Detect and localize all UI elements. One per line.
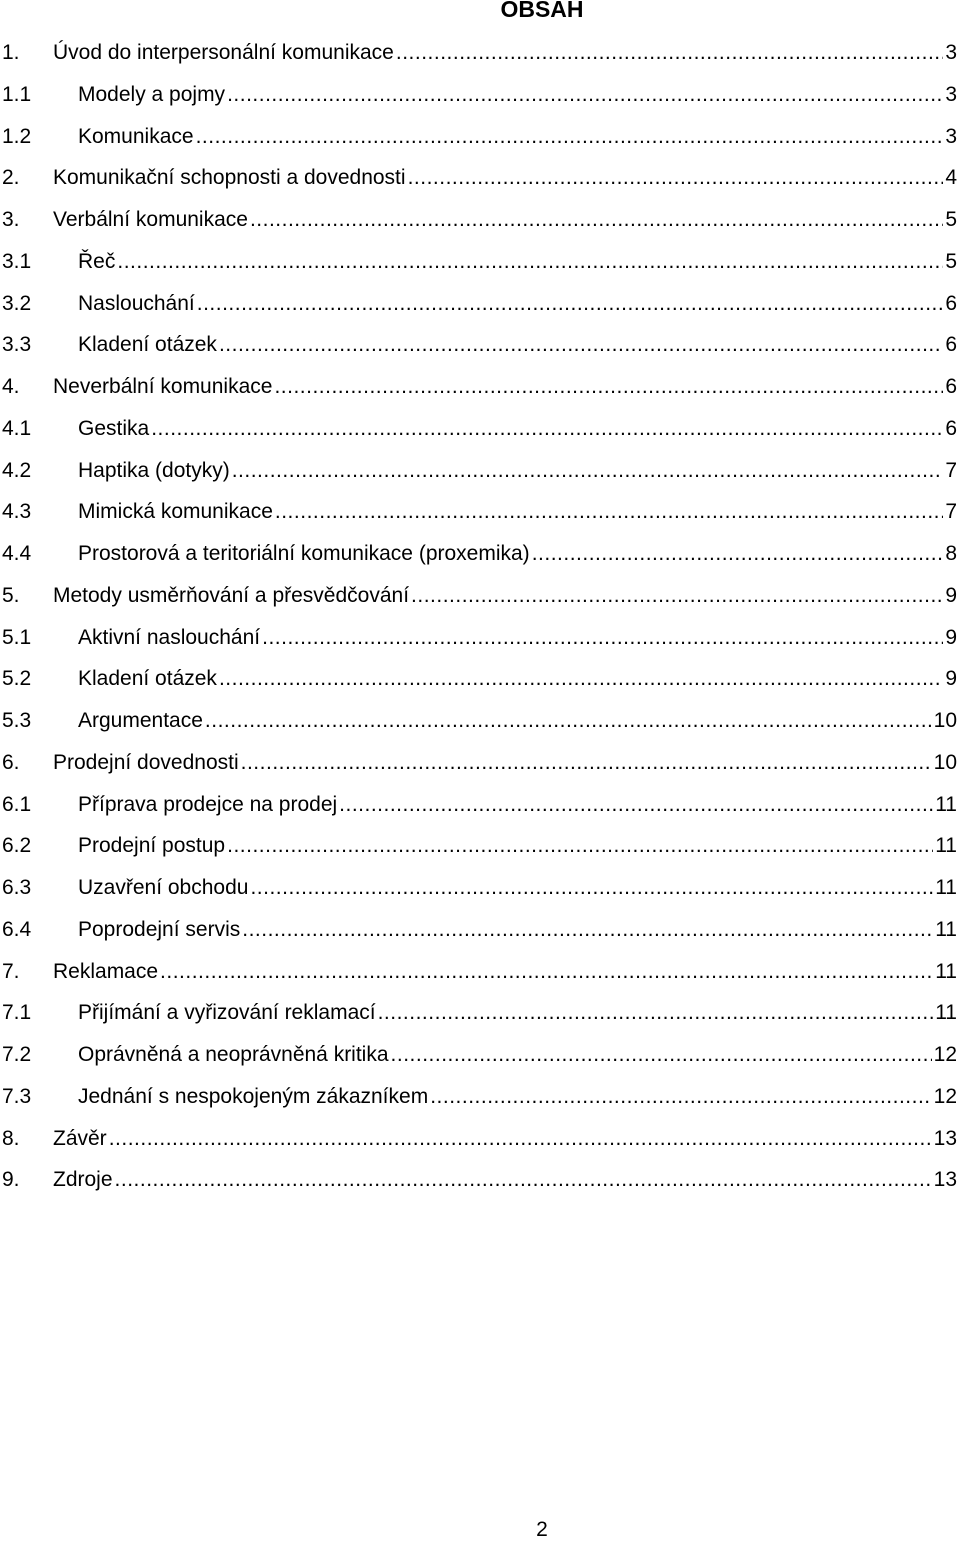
toc-entry-page: 11 xyxy=(935,1001,957,1025)
toc-entry-number: 6.3 xyxy=(2,876,32,899)
toc-entry-title: Řeč xyxy=(78,249,116,273)
toc-entry-title: Kladení otázek xyxy=(78,667,217,691)
toc-dot-leader xyxy=(219,658,943,700)
toc-entry-page: 4 xyxy=(945,166,957,190)
toc-entry-page: 11 xyxy=(935,834,957,858)
toc-entry[interactable] xyxy=(0,784,957,826)
toc-entry[interactable] xyxy=(0,533,957,575)
toc-entry-title: Oprávněná a neoprávněná kritika xyxy=(78,1043,389,1066)
toc-entry-title: Prodejní postup xyxy=(78,834,226,858)
toc-dot-leader xyxy=(430,1076,931,1118)
toc-entry[interactable] xyxy=(0,992,957,1034)
toc-entry-number: 6.1 xyxy=(2,792,32,816)
toc-entry-page: 12 xyxy=(933,1043,957,1066)
toc-entry-title: Komunikace xyxy=(78,124,194,148)
toc-entry[interactable] xyxy=(0,742,957,784)
toc-entry-page: 11 xyxy=(935,876,957,899)
toc-entry-page: 3 xyxy=(945,41,957,64)
toc-entry-page: 11 xyxy=(935,959,957,983)
toc-entry-number: 7. xyxy=(2,959,20,983)
toc-entry-page: 5 xyxy=(945,249,957,273)
toc-entry-title: Jednání s nespokojeným zákazníkem xyxy=(78,1084,429,1108)
toc-entry[interactable] xyxy=(0,324,957,366)
toc-title: OBSAH xyxy=(500,0,584,22)
toc-dot-leader xyxy=(115,1159,932,1201)
toc-dot-leader xyxy=(262,617,943,659)
toc-entry-page: 5 xyxy=(945,208,957,231)
toc-entry-title: Gestika xyxy=(78,416,150,440)
toc-entry-number: 4.1 xyxy=(2,416,32,440)
toc-entry-title: Úvod do interpersonální komunikace xyxy=(53,41,394,64)
toc-entry[interactable] xyxy=(0,450,957,492)
toc-entry-title: Modely a pojmy xyxy=(78,82,226,106)
toc-dot-leader xyxy=(242,909,933,951)
toc-entry-number: 5. xyxy=(2,583,20,607)
toc-entry-number: 3.2 xyxy=(2,291,32,315)
toc-entry-number: 6.4 xyxy=(2,917,32,941)
toc-entry-page: 9 xyxy=(945,583,957,607)
toc-entry[interactable] xyxy=(0,32,957,74)
toc-entry[interactable] xyxy=(0,1076,957,1118)
toc-entry-title: Neverbální komunikace xyxy=(53,375,273,398)
toc-dot-leader xyxy=(241,742,932,784)
toc-dot-leader xyxy=(117,241,943,283)
toc-entry-page: 11 xyxy=(935,917,957,941)
toc-entry-page: 6 xyxy=(945,333,957,357)
toc-entry-title: Komunikační schopnosti a dovednosti xyxy=(53,166,406,190)
toc-entry-number: 5.1 xyxy=(2,625,32,649)
toc-dot-leader xyxy=(196,116,944,158)
toc-entry-title: Přijímání a vyřizování reklamací xyxy=(78,1001,376,1025)
page-number: 2 xyxy=(536,1518,548,1541)
toc-entry[interactable] xyxy=(0,658,957,700)
toc-entry-number: 4.2 xyxy=(2,458,32,482)
toc-entry-page: 7 xyxy=(945,500,957,524)
toc-entry-page: 10 xyxy=(933,709,957,732)
toc-entry-number: 1. xyxy=(2,41,20,64)
toc-entry-title: Kladení otázek xyxy=(78,333,217,357)
toc-entry-number: 3.1 xyxy=(2,249,32,273)
toc-entry-title: Aktivní naslouchání xyxy=(78,625,261,649)
toc-entry[interactable] xyxy=(0,491,957,533)
table-of-contents xyxy=(0,32,957,1201)
toc-entry-title: Argumentace xyxy=(78,709,203,732)
toc-entry-number: 1.1 xyxy=(2,82,32,106)
toc-entry-page: 13 xyxy=(933,1126,957,1150)
toc-entry-page: 12 xyxy=(933,1084,957,1108)
toc-dot-leader xyxy=(151,408,943,450)
toc-entry[interactable] xyxy=(0,408,957,450)
toc-entry-number: 8. xyxy=(2,1126,20,1150)
toc-dot-leader xyxy=(109,1118,932,1160)
toc-entry-page: 7 xyxy=(945,458,957,482)
toc-entry-title: Příprava prodejce na prodej xyxy=(78,792,338,816)
toc-entry-number: 3. xyxy=(2,208,20,231)
toc-entry-number: 7.2 xyxy=(2,1043,32,1066)
toc-dot-leader xyxy=(250,867,933,909)
toc-entry-number: 4.3 xyxy=(2,500,32,524)
toc-entry[interactable] xyxy=(0,951,957,993)
toc-entry-number: 6. xyxy=(2,750,20,774)
toc-entry-title: Závěr xyxy=(53,1126,107,1150)
toc-entry-page: 10 xyxy=(933,750,957,774)
toc-entry-number: 7.1 xyxy=(2,1001,32,1025)
toc-entry-page: 9 xyxy=(945,667,957,691)
toc-dot-leader xyxy=(274,366,943,408)
toc-entry-number: 5.2 xyxy=(2,667,32,691)
toc-entry[interactable] xyxy=(0,116,957,158)
toc-entry[interactable] xyxy=(0,575,957,617)
toc-entry-page: 6 xyxy=(945,375,957,398)
toc-dot-leader xyxy=(197,283,944,325)
toc-entry-page: 9 xyxy=(945,625,957,649)
toc-entry[interactable] xyxy=(0,157,957,199)
toc-entry-number: 6.2 xyxy=(2,834,32,858)
toc-entry-number: 7.3 xyxy=(2,1084,32,1108)
toc-entry[interactable] xyxy=(0,74,957,116)
toc-entry-number: 9. xyxy=(2,1168,20,1192)
toc-dot-leader xyxy=(160,951,933,993)
toc-entry-title: Uzavření obchodu xyxy=(78,876,249,899)
toc-dot-leader xyxy=(532,533,944,575)
toc-entry[interactable] xyxy=(0,909,957,951)
toc-entry-title: Mimická komunikace xyxy=(78,500,273,524)
toc-entry-page: 13 xyxy=(933,1168,957,1192)
toc-entry-title: Reklamace xyxy=(53,959,159,983)
toc-entry-number: 1.2 xyxy=(2,124,32,148)
toc-entry-page: 3 xyxy=(945,82,957,106)
toc-entry-title: Haptika (dotyky) xyxy=(78,458,230,482)
toc-entry-title: Prostorová a teritoriální komunikace (proxemika) xyxy=(78,542,530,565)
toc-dot-leader xyxy=(339,784,933,826)
toc-dot-leader xyxy=(411,575,943,617)
toc-dot-leader xyxy=(227,74,943,116)
toc-dot-leader xyxy=(232,450,944,492)
toc-entry[interactable] xyxy=(0,199,957,241)
toc-entry-page: 6 xyxy=(945,291,957,315)
toc-entry[interactable] xyxy=(0,1159,957,1201)
toc-dot-leader xyxy=(391,1034,932,1076)
toc-dot-leader xyxy=(396,32,943,74)
toc-entry-title: Zdroje xyxy=(53,1168,113,1192)
toc-entry-title: Poprodejní servis xyxy=(78,917,241,941)
toc-entry-number: 5.3 xyxy=(2,709,32,732)
toc-entry-number: 4. xyxy=(2,375,20,398)
toc-entry-number: 4.4 xyxy=(2,542,32,565)
toc-entry[interactable] xyxy=(0,825,957,867)
toc-entry-number: 2. xyxy=(2,166,20,190)
toc-entry-page: 8 xyxy=(945,542,957,565)
toc-dot-leader xyxy=(205,700,932,742)
toc-entry[interactable] xyxy=(0,1034,957,1076)
toc-entry-title: Metody usměrňování a přesvědčování xyxy=(53,583,410,607)
toc-entry-title: Verbální komunikace xyxy=(53,208,248,231)
toc-entry[interactable] xyxy=(0,1118,957,1160)
toc-entry[interactable] xyxy=(0,700,957,742)
toc-entry[interactable] xyxy=(0,617,957,659)
toc-dot-leader xyxy=(219,324,943,366)
toc-entry-page: 3 xyxy=(945,124,957,148)
toc-entry[interactable] xyxy=(0,283,957,325)
toc-dot-leader xyxy=(227,825,933,867)
toc-dot-leader xyxy=(408,157,944,199)
toc-entry[interactable] xyxy=(0,366,957,408)
toc-dot-leader xyxy=(250,199,943,241)
toc-entry-page: 11 xyxy=(935,792,957,816)
toc-entry-title: Naslouchání xyxy=(78,291,195,315)
toc-entry-title: Prodejní dovednosti xyxy=(53,750,239,774)
toc-dot-leader xyxy=(378,992,934,1034)
toc-entry[interactable] xyxy=(0,241,957,283)
toc-entry-number: 3.3 xyxy=(2,333,32,357)
toc-entry-page: 6 xyxy=(945,416,957,440)
toc-dot-leader xyxy=(275,491,943,533)
toc-entry[interactable] xyxy=(0,867,957,909)
